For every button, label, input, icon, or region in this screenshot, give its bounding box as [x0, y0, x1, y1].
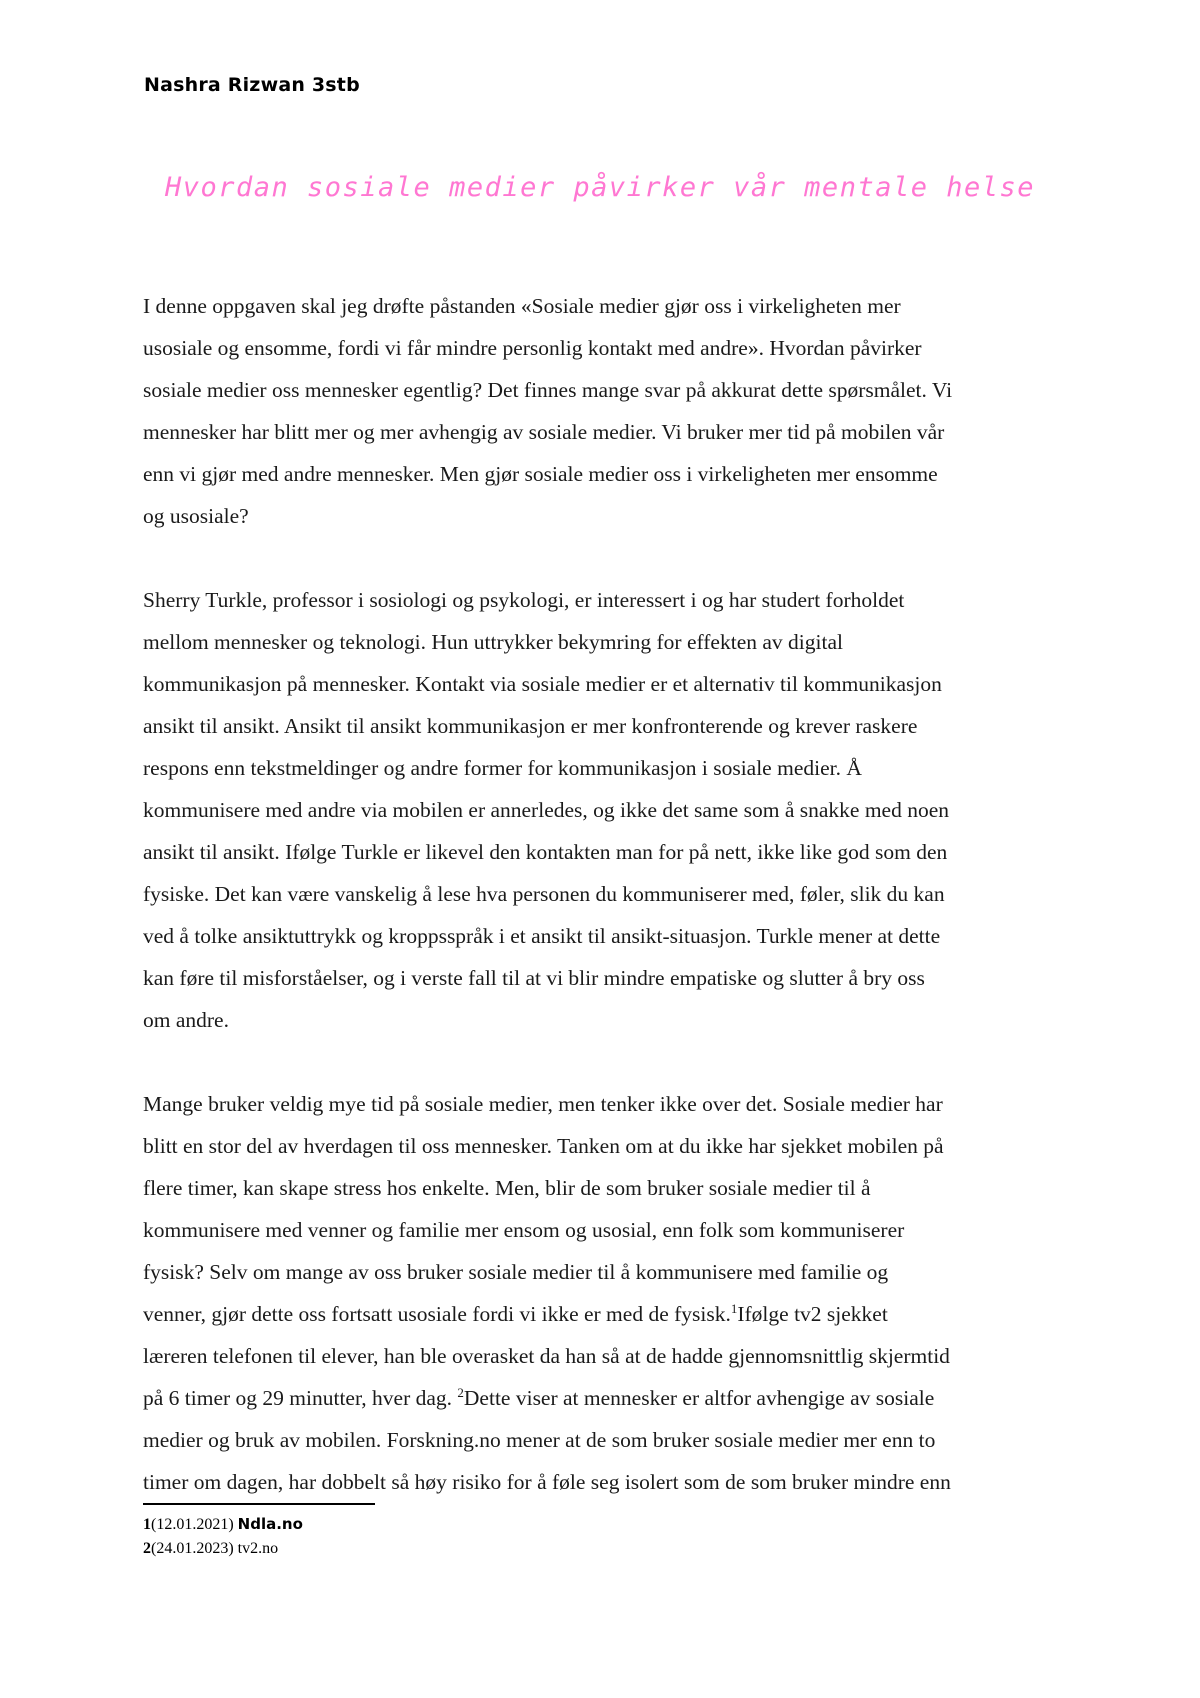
text-line: Sherry Turkle, professor i sosiologi og psykologi, er interessert i og har studert forholdet	[143, 588, 905, 612]
text-fragment: på 6 timer og 29 minutter, hver dag.	[143, 1386, 458, 1410]
text-line: sosiale medier oss mennesker egentlig? Det finnes mange svar på akkurat dette spørsmålet. Vi	[143, 378, 953, 402]
paragraph-2	[143, 579, 1063, 1041]
text-line: kan føre til misforståelser, og i verste fall til at vi blir mindre empatiske og slutter å bry oss	[143, 966, 925, 990]
document-body	[143, 285, 1063, 1545]
text-line: blitt en stor del av hverdagen til oss mennesker. Tanken om at du ikke har sjekket mobilen på	[143, 1134, 944, 1158]
text-line: fysisk? Selv om mange av oss bruker sosiale medier til å kommunisere med familie og	[143, 1260, 889, 1284]
paragraph-1	[143, 285, 1063, 537]
footnote-2	[143, 1537, 303, 1561]
footnotes	[143, 1512, 303, 1561]
text-fragment: Ifølge tv2 sjekket	[737, 1302, 888, 1326]
text-line	[143, 1293, 1063, 1335]
text-line: flere timer, kan skape stress hos enkelte. Men, blir de som bruker sosiale medier til å	[143, 1176, 871, 1200]
text-fragment: Dette viser at mennesker er altfor avhengige av sosiale	[463, 1386, 935, 1410]
text-line: ansikt til ansikt. Ansikt til ansikt kommunikasjon er mer konfronterende og krever raskere	[143, 714, 918, 738]
text-line: mennesker har blitt mer og mer avhengig av sosiale medier. Vi bruker mer tid på mobilen vår	[143, 420, 945, 444]
text-line: respons enn tekstmeldinger og andre former for kommunikasjon i sosiale medier. Å	[143, 756, 862, 780]
footnote-date: (12.01.2021)	[151, 1516, 238, 1533]
author-line: Nashra Rizwan 3stb	[144, 74, 360, 96]
text-fragment: venner, gjør dette oss fortsatt usosiale fordi vi ikke er med de fysisk.	[143, 1302, 731, 1326]
footnote-date: (24.01.2023)	[151, 1540, 238, 1557]
footnote-ref-1[interactable]: 1	[730, 1300, 738, 1316]
text-line: medier og bruk av mobilen. Forskning.no mener at de som bruker sosiale medier mer enn to	[143, 1428, 936, 1452]
text-line: fysiske. Det kan være vanskelig å lese hva personen du kommuniserer med, føler, slik du kan	[143, 882, 945, 906]
footnote-number: 2	[143, 1540, 151, 1557]
text-line: kommunikasjon på mennesker. Kontakt via sosiale medier er et alternativ til kommunikasjon	[143, 672, 942, 696]
paragraph-3	[143, 1083, 1063, 1503]
text-line: usosiale og ensomme, fordi vi får mindre personlig kontakt med andre». Hvordan påvirker	[143, 336, 922, 360]
footnote-separator	[143, 1503, 375, 1505]
text-line: I denne oppgaven skal jeg drøfte påstanden «Sosiale medier gjør oss i virkeligheten mer	[143, 294, 901, 318]
text-line: og usosiale?	[143, 504, 249, 528]
text-line: timer om dagen, har dobbelt så høy risiko for å føle seg isolert som de som bruker mindre enn	[143, 1470, 951, 1494]
footnote-source: Ndla.no	[237, 1515, 303, 1533]
footnote-1	[143, 1512, 303, 1537]
text-line: kommunisere med andre via mobilen er annerledes, og ikke det same som å snakke med noen	[143, 798, 949, 822]
text-line: ved å tolke ansiktuttrykk og kroppsspråk i et ansikt til ansikt-situasjon. Turkle mener at dette	[143, 924, 941, 948]
footnote-ref-2[interactable]: 2	[457, 1384, 464, 1400]
text-line: kommunisere med venner og familie mer ensom og usosial, enn folk som kommuniserer	[143, 1218, 905, 1242]
text-line: ansikt til ansikt. Ifølge Turkle er likevel den kontakten man for på nett, ikke like god som den	[143, 840, 948, 864]
text-line	[143, 1377, 1063, 1419]
footnote-source: tv2.no	[237, 1540, 279, 1557]
text-line: mellom mennesker og teknologi. Hun uttrykker bekymring for effekten av digital	[143, 630, 843, 654]
text-line: enn vi gjør med andre mennesker. Men gjør sosiale medier oss i virkeligheten mer ensomme	[143, 462, 938, 486]
text-line: om andre.	[143, 1008, 229, 1032]
text-line: Mange bruker veldig mye tid på sosiale medier, men tenker ikke over det. Sosiale medier har	[143, 1092, 943, 1116]
text-line: læreren telefonen til elever, han ble overasket da han så at de hadde gjennomsnittlig skjermtid	[143, 1344, 950, 1368]
document-title: Hvordan sosiale medier påvirker vår mentale helse	[164, 172, 1035, 203]
footnote-number: 1	[143, 1516, 151, 1533]
